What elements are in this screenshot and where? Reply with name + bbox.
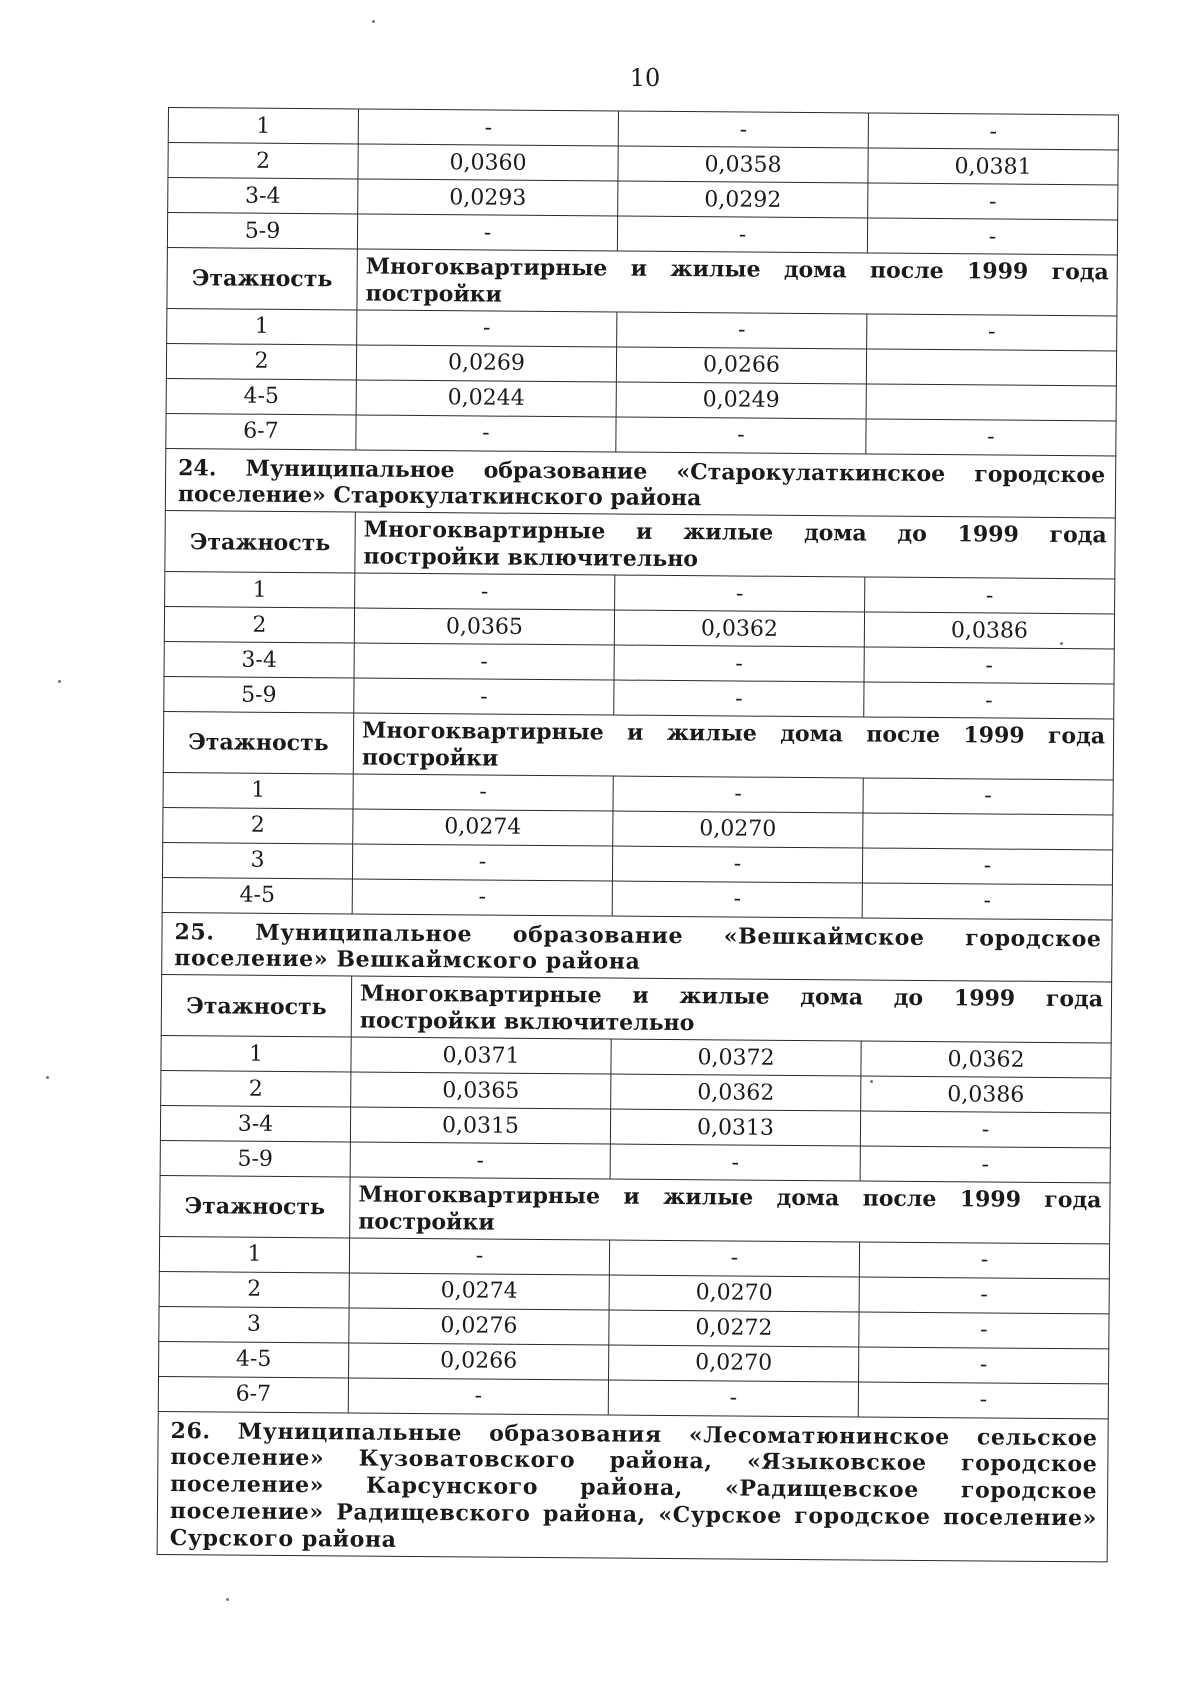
value-cell: 0,0362 [614,610,864,647]
header-row [167,247,1117,315]
value-cell: - [348,1378,608,1415]
value-cell: - [867,314,1117,351]
value-cell: 0,0365 [351,1072,611,1109]
value-cell: - [617,312,867,349]
value-cell: - [357,310,617,347]
floors-cell: 6-7 [166,413,356,449]
page-number: 10 [629,64,661,92]
floors-cell: 4-5 [166,378,356,414]
floors-header: Этажность [167,247,357,309]
value-cell: 0,0249 [616,382,866,419]
floors-cell: 3 [159,1306,349,1342]
value-cell: - [358,109,618,146]
floors-cell: 3-4 [168,178,358,214]
value-cell: - [868,183,1118,220]
value-cell: - [354,678,614,715]
floors-cell: 5-9 [167,213,357,249]
value-cell: - [353,774,613,811]
value-cell: - [357,214,617,251]
value-cell: - [860,1146,1110,1183]
value-cell: - [865,577,1115,614]
value-cell: 0,0244 [356,380,616,417]
value-cell: - [616,417,866,454]
value-cell: - [354,643,614,680]
value-cell: - [356,415,616,452]
scan-speck [372,20,375,23]
floors-cell: 2 [164,606,354,642]
header-row [160,1175,1110,1243]
scan-speck [58,680,61,683]
value-cell: - [349,1238,609,1275]
value-cell [863,813,1113,850]
value-cell: - [863,778,1113,815]
section-title-row [162,912,1112,982]
floors-cell: 1 [159,1236,349,1272]
value-cell: - [610,1144,860,1181]
value-cell: 0,0269 [356,345,616,382]
value-cell: 0,0381 [868,148,1118,185]
value-cell: 0,0315 [350,1107,610,1144]
value-cell: 0,0365 [354,608,614,645]
floors-cell: 2 [161,1070,351,1106]
value-cell: 0,0372 [611,1039,861,1076]
floors-cell: 1 [165,571,355,607]
value-cell: - [618,111,868,148]
floors-cell: 5-9 [160,1140,350,1176]
floors-cell: 1 [163,772,353,808]
value-cell: - [617,216,867,253]
floors-cell: 2 [163,807,353,843]
section-title: 24. Муниципальное образование «Старокулаткинское городское поселение» Старокулаткинского района [165,448,1115,518]
value-cell: - [859,1312,1109,1349]
value-cell: 0,0270 [609,1275,859,1312]
building-type-header: Многоквартирные и жилые дома после 1999 года постройки [357,249,1117,316]
header-row [163,711,1113,779]
value-cell: - [608,1380,858,1417]
value-cell: 0,0358 [618,146,868,183]
scan-speck [870,1080,873,1083]
value-cell: - [862,848,1112,885]
value-cell: - [867,218,1117,255]
value-cell: - [859,1242,1109,1279]
value-cell: - [355,573,615,610]
value-cell: - [609,1240,859,1277]
value-cell: 0,0293 [358,179,618,216]
value-cell: 0,0386 [864,612,1114,649]
building-type-header: Многоквартирные и жилые дома после 1999 года постройки [353,713,1113,780]
floors-cell: 1 [167,308,357,344]
value-cell [866,384,1116,421]
floors-cell: 5-9 [164,676,354,712]
value-cell: 0,0386 [861,1076,1111,1113]
floors-cell: 2 [166,343,356,379]
section-title: 25. Муниципальное образование «Вешкаймское городское поселение» Вешкаймского района [162,912,1112,982]
value-cell: 0,0270 [609,1345,859,1382]
value-cell: - [868,113,1118,150]
floors-header: Этажность [160,1175,350,1237]
value-cell: - [352,879,612,916]
value-cell: - [864,647,1114,684]
value-cell: 0,0266 [349,1343,609,1380]
value-cell: 0,0274 [353,809,613,846]
floors-cell: 3 [162,842,352,878]
floors-cell: 1 [168,108,358,144]
value-cell: - [858,1382,1108,1419]
scan-speck [1060,642,1063,645]
floors-cell: 2 [168,143,358,179]
value-cell: 0,0360 [358,144,618,181]
scan-speck [46,1076,49,1079]
value-cell: - [614,680,864,717]
building-type-header: Многоквартирные и жилые дома до 1999 года постройки включительно [351,976,1111,1043]
building-type-header: Многоквартирные и жилые дома после 1999 года постройки [350,1177,1110,1244]
value-cell: - [612,846,862,883]
section-title-row [165,448,1115,518]
value-cell: - [352,844,612,881]
value-cell: - [614,645,864,682]
floors-cell: 4-5 [162,877,352,913]
value-cell: 0,0266 [616,347,866,384]
value-cell: 0,0292 [618,181,868,218]
floors-cell: 6-7 [158,1376,348,1412]
section-title: 26. Муниципальные образования «Лесоматюнинское сельское поселение» Кузоватовского района, «Языковское городское поселение» Карсунского района, «Радищевское городское поселение» Радищевского района, «Сурское городское поселение» Сурского района [157,1411,1108,1562]
tariff-table [157,107,1119,1562]
floors-cell: 3-4 [164,641,354,677]
value-cell: 0,0362 [861,1041,1111,1078]
value-cell: - [864,682,1114,719]
floors-cell: 1 [161,1035,351,1071]
value-cell: - [613,776,863,813]
value-cell: - [866,419,1116,456]
floors-cell: 2 [159,1271,349,1307]
value-cell: 0,0313 [610,1109,860,1146]
floors-header: Этажность [163,711,353,773]
floors-header: Этажность [161,975,351,1037]
value-cell: 0,0274 [349,1273,609,1310]
value-cell: 0,0270 [613,811,863,848]
value-cell: 0,0276 [349,1308,609,1345]
section-title-row [157,1411,1108,1562]
value-cell [866,349,1116,386]
floors-cell: 3-4 [160,1105,350,1141]
value-cell: - [350,1142,610,1179]
value-cell: 0,0362 [611,1074,861,1111]
value-cell: - [860,1111,1110,1148]
floors-cell: 4-5 [159,1341,349,1377]
value-cell: - [612,881,862,918]
value-cell: - [615,575,865,612]
header-row [161,975,1111,1043]
scan-speck [226,1598,229,1601]
building-type-header: Многоквартирные и жилые дома до 1999 года постройки включительно [355,512,1115,579]
value-cell: 0,0371 [351,1037,611,1074]
value-cell: - [859,1347,1109,1384]
value-cell: - [859,1277,1109,1314]
header-row [165,511,1115,579]
floors-header: Этажность [165,511,355,573]
value-cell: - [862,883,1112,920]
value-cell: 0,0272 [609,1310,859,1347]
